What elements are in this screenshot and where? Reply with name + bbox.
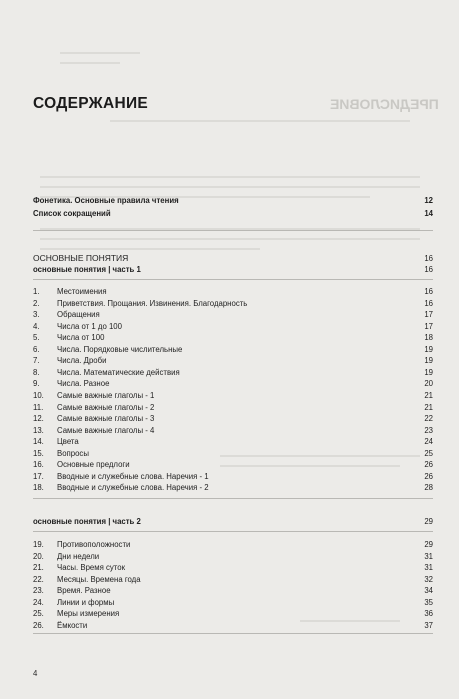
section-title: [33, 253, 433, 264]
toc-entry-number: 17.: [33, 471, 44, 481]
toc-entry-label: [33, 379, 109, 389]
toc-entry-label: [33, 414, 154, 424]
toc-entry-label: [33, 345, 182, 355]
toc-entry-page: 18: [424, 333, 433, 343]
toc-entry: [33, 391, 433, 401]
toc-entry-label: [33, 540, 130, 550]
toc-entry: [33, 356, 433, 366]
toc-entry-title: Местоимения: [57, 287, 107, 296]
toc-entry-number: 3.: [33, 310, 40, 320]
toc-entry-number: 1.: [33, 287, 40, 296]
toc-entry: [33, 196, 433, 206]
toc-entry-title: Месяцы. Времена года: [57, 574, 141, 584]
toc-entry: [33, 379, 433, 389]
divider: [33, 498, 433, 499]
toc-entry-label: Список сокращений: [33, 209, 111, 218]
toc-entry-title: Вводные и служебные слова. Наречия - 1: [57, 471, 209, 481]
show-through-line: [40, 238, 420, 240]
toc-entry-page: 24: [424, 437, 433, 447]
toc-entry-page: 20: [424, 379, 433, 389]
toc-entry-label: [33, 403, 154, 413]
toc-entry-page: 21: [424, 402, 433, 412]
show-through-line: [40, 176, 420, 178]
part-heading-page: 29: [424, 517, 433, 526]
toc-entry: [33, 552, 433, 562]
toc-entry: [33, 345, 433, 355]
part-heading-label: основные понятия | часть 2: [33, 517, 141, 526]
toc-entry-title: Числа. Дроби: [57, 356, 107, 366]
divider: [33, 531, 433, 532]
toc-entry-page: 19: [424, 344, 433, 354]
toc-entry: [33, 426, 433, 436]
toc-entry-page: 37: [424, 620, 433, 630]
toc-entry-label: [33, 621, 87, 631]
toc-entry-page: 29: [424, 540, 433, 549]
toc-entry-title: Цвета: [57, 437, 79, 447]
divider: [33, 230, 433, 231]
toc-entry-title: Самые важные глаголы - 1: [57, 390, 155, 400]
toc-entry-page: 14: [424, 209, 433, 218]
toc-entry-title: Часы. Время суток: [57, 563, 126, 573]
toc-entry-page: 17: [424, 321, 433, 331]
toc-entry-page: 19: [424, 367, 433, 377]
part-heading-page: 16: [424, 265, 433, 274]
toc-entry: [33, 540, 433, 550]
toc-entry-title: Основные предлоги: [57, 460, 130, 470]
toc-entry: [33, 310, 433, 320]
toc-entry: [33, 322, 433, 332]
toc-entry-number: 23.: [33, 586, 44, 596]
section-title-label: ОСНОВНЫЕ ПОНЯТИЯ: [33, 253, 129, 263]
toc-entry-page: 25: [424, 448, 433, 458]
toc-entry-page: 31: [424, 563, 433, 573]
divider: [33, 279, 433, 280]
toc-entry-title: Самые важные глаголы - 4: [57, 425, 155, 435]
toc-entry: [33, 287, 433, 297]
toc-entry: [33, 483, 433, 493]
toc-entry-number: 5.: [33, 333, 40, 343]
part-heading-label: основные понятия | часть 1: [33, 265, 141, 274]
toc-entry-number: 2.: [33, 298, 40, 308]
toc-entry-number: 21.: [33, 563, 44, 573]
toc-entry-label: [33, 310, 100, 320]
toc-entry: [33, 472, 433, 482]
toc-entry-label: [33, 472, 209, 482]
toc-entry-title: Противоположности: [57, 540, 131, 549]
toc-entry-label: [33, 598, 114, 608]
toc-entry-title: Меры измерения: [57, 609, 120, 619]
show-through-line: [40, 248, 260, 250]
toc-entry: [33, 621, 433, 631]
toc-entry: [33, 333, 433, 343]
toc-entry-title: Ёмкости: [57, 620, 88, 630]
show-through-line: [60, 62, 120, 64]
toc-entry-page: 19: [424, 356, 433, 366]
toc-entry-label: [33, 437, 79, 447]
toc-entry: [33, 209, 433, 219]
toc-entry-label: [33, 356, 106, 366]
toc-entry: [33, 368, 433, 378]
toc-entry-page: 23: [424, 425, 433, 435]
toc-entry-title: Числа от 100: [57, 333, 105, 343]
toc-entry-page: 21: [424, 390, 433, 400]
show-through-text: ПРЕДИСЛОВИЕ: [330, 96, 439, 112]
toc-entry-title: Линии и формы: [57, 597, 115, 607]
toc-entry: [33, 609, 433, 619]
divider: [33, 633, 433, 634]
toc-entry-title: Числа. Разное: [57, 379, 110, 389]
toc-entry-page: 36: [424, 609, 433, 619]
toc-entry-page: 16: [424, 298, 433, 308]
part-heading: [33, 517, 433, 527]
toc-entry-page: 34: [424, 586, 433, 596]
toc-entry-number: 24.: [33, 597, 44, 607]
toc-entry: [33, 403, 433, 413]
toc-entry-page: 26: [424, 471, 433, 481]
toc-entry-label: [33, 586, 111, 596]
toc-entry-title: Время. Разное: [57, 586, 111, 596]
toc-entry-number: 4.: [33, 321, 40, 331]
toc-entry-title: Вопросы: [57, 448, 89, 458]
toc-entry-page: 35: [424, 597, 433, 607]
toc-entry-label: [33, 426, 154, 436]
toc-entry-label: [33, 483, 209, 493]
toc-entry: [33, 449, 433, 459]
toc-entry-title: Вводные и служебные слова. Наречия - 2: [57, 483, 209, 493]
toc-entry-label: [33, 609, 119, 619]
toc-entry-number: 20.: [33, 551, 44, 561]
toc-entry-number: 10.: [33, 390, 44, 400]
toc-entry-label: [33, 575, 141, 585]
page-title: СОДЕРЖАНИЕ: [33, 95, 149, 112]
toc-entry: [33, 414, 433, 424]
toc-entry-title: Приветствия. Прощания. Извинения. Благодарность: [57, 298, 248, 308]
toc-entry-number: 12.: [33, 414, 44, 424]
toc-entry: [33, 586, 433, 596]
toc-entry-page: 32: [424, 574, 433, 584]
show-through-line: [60, 52, 140, 54]
toc-entry-number: 8.: [33, 367, 40, 377]
toc-entry-number: 19.: [33, 540, 44, 549]
toc-entry-number: 14.: [33, 437, 44, 447]
toc-entry-label: [33, 552, 99, 562]
show-through-line: [40, 186, 420, 188]
toc-entry-number: 26.: [33, 620, 44, 630]
toc-entry: [33, 460, 433, 470]
toc-entry-label: [33, 460, 130, 470]
toc-entry-page: 16: [424, 287, 433, 296]
toc-entry: [33, 575, 433, 585]
toc-entry-title: Числа от 1 до 100: [57, 321, 122, 331]
section-title-page: 16: [424, 254, 433, 263]
toc-entry-label: [33, 333, 104, 343]
show-through-line: [110, 120, 410, 122]
toc-entry-number: 15.: [33, 448, 44, 458]
toc-entry-label: [33, 368, 180, 378]
toc-entry-number: 6.: [33, 344, 40, 354]
toc-entry-title: Дни недели: [57, 551, 100, 561]
toc-entry-page: 31: [424, 551, 433, 561]
toc-entry: [33, 598, 433, 608]
toc-entry-page: 17: [424, 310, 433, 320]
toc-entry-label: [33, 299, 247, 309]
toc-entry-number: 16.: [33, 460, 44, 470]
toc-entry-number: 9.: [33, 379, 40, 389]
toc-entry-title: Самые важные глаголы - 3: [57, 414, 155, 424]
toc-entry-label: [33, 322, 122, 332]
toc-entry-page: 28: [424, 483, 433, 493]
toc-entry-page: 12: [424, 196, 433, 205]
toc-entry-title: Обращения: [57, 310, 100, 320]
toc-entry: [33, 437, 433, 447]
page-number: 4: [33, 669, 38, 678]
toc-entry-label: [33, 287, 107, 297]
toc-entry-label: [33, 563, 125, 573]
toc-entry-label: Фонетика. Основные правила чтения: [33, 196, 179, 205]
toc-entry-page: 26: [424, 460, 433, 470]
toc-entry-title: Числа. Порядковые числительные: [57, 344, 183, 354]
toc-entry-number: 18.: [33, 483, 44, 493]
toc-entry-label: [33, 449, 89, 459]
toc-entry: [33, 563, 433, 573]
toc-entry-number: 11.: [33, 402, 44, 412]
toc-entry-title: Самые важные глаголы - 2: [57, 402, 155, 412]
toc-entry: [33, 299, 433, 309]
part-heading: [33, 265, 433, 275]
toc-entry-number: 13.: [33, 425, 44, 435]
toc-entry-title: Числа. Математические действия: [57, 367, 180, 377]
toc-entry-number: 7.: [33, 356, 40, 366]
toc-entry-number: 25.: [33, 609, 44, 619]
toc-entry-page: 22: [424, 414, 433, 424]
toc-entry-label: [33, 391, 154, 401]
toc-entry-number: 22.: [33, 574, 44, 584]
